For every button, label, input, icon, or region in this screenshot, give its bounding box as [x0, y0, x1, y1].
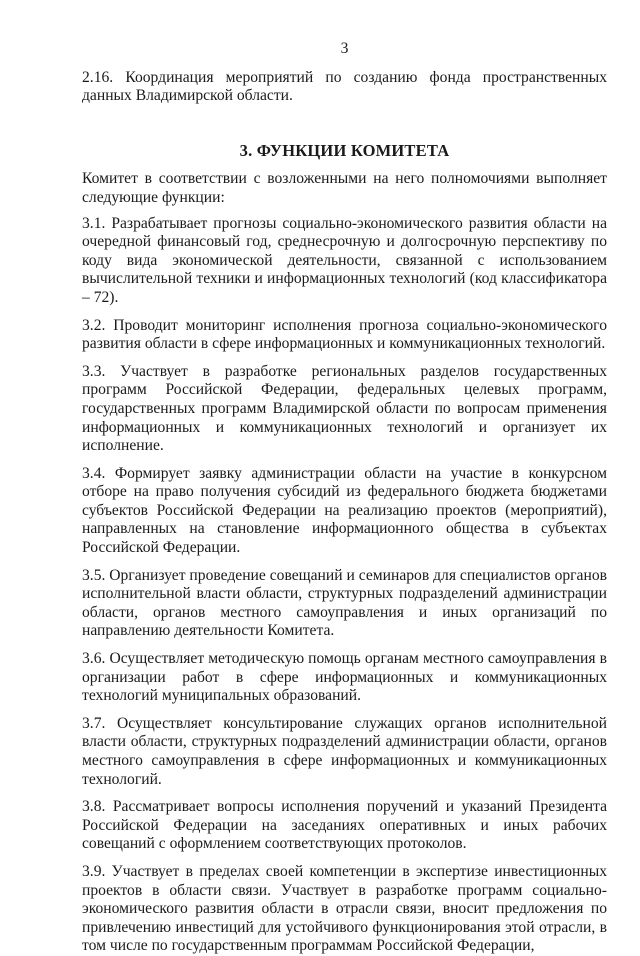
document-page	[82, 40, 607, 956]
paragraph-3-5: 3.5. Организует проведение совещаний и семинаров для специалистов органов исполнительной власти области, структурных подразделений администрации области, органов местного самоуправления и иных организаций по направлению деятельности Комитета.	[82, 566, 607, 640]
paragraph-3-7: 3.7. Осуществляет консультирование служащих органов исполнительной власти области, структурных подразделений администрации области, органов местного самоуправления в сфере информационных и коммуникационных технологий.	[82, 714, 607, 788]
paragraph-3-4: 3.4. Формирует заявку администрации области на участие в конкурсном отборе на право получения субсидий из федерального бюджета бюджетами субъектов Российской Федерации на реализацию проектов (мероприятий), направленных на становление информационного общества в субъектах Российской Федерации.	[82, 464, 607, 557]
paragraph-3-8: 3.8. Рассматривает вопросы исполнения поручений и указаний Президента Российской Федерации на заседаниях оперативных и иных рабочих совещаний с оформлением соответствующих протоколов.	[82, 798, 607, 853]
paragraph-3-6: 3.6. Осуществляет методическую помощь органам местного самоуправления в организации работ в сфере информационных и коммуникационных технологий муниципальных образований.	[82, 650, 607, 705]
paragraph-3-3: 3.3. Участвует в разработке региональных разделов государственных программ Российской Федерации, федеральных целевых программ, государственных программ Владимирской области по вопросам применения информационных и коммуникационных технологий и организует их исполнение.	[82, 362, 607, 455]
paragraph-3-9: 3.9. Участвует в пределах своей компетенции в экспертизе инвестиционных проектов в области связи. Участвует в разработке программ социально-экономического развития области в отрасли связи, вносит предложения по привлечению инвестиций для устойчивого функционирования этой отрасли, в том числе по государственным программам Российской Федерации,	[82, 862, 607, 955]
lead-paragraph: Комитет в соответствии с возложенными на него полномочиями выполняет следующие функции:	[82, 170, 607, 206]
section-title: 3. ФУНКЦИИ КОМИТЕТА	[239, 140, 450, 160]
paragraph-3-1: 3.1. Разрабатывает прогнозы социально-экономического развития области на очередной финансовый год, среднесрочную и долгосрочную перспективу по коду вида экономической деятельности, связанной с использованием вычислительной техники и информационных технологий (код классификатора – 72).	[82, 214, 607, 306]
page-number: 3	[340, 40, 349, 57]
paragraph-2-16: 2.16. Координация мероприятий по созданию фонда пространственных данных Владимирской области.	[82, 68, 607, 105]
paragraph-3-2: 3.2. Проводит мониторинг исполнения прогноза социально-экономического развития области в сфере информационных и коммуникационных технологий.	[82, 316, 607, 353]
